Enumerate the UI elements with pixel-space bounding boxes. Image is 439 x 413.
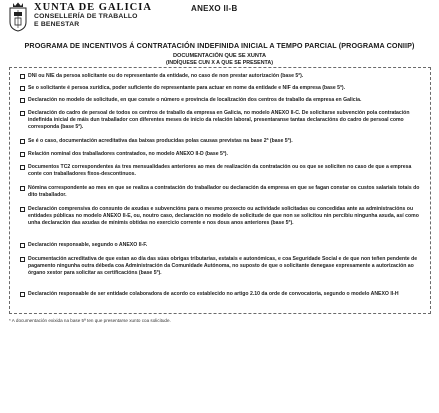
checklist-checkbox[interactable] bbox=[20, 186, 25, 191]
checklist-checkbox[interactable] bbox=[20, 257, 25, 262]
checklist-item-label: Se o solicitante é persoa xurídica, poder suficiente do representante para actuar en nome da entidade e NIF da empresa (base 5ª). bbox=[28, 85, 346, 91]
checklist-item-label: Se é o caso, documentación acreditativa das baixas producidas polas causas previstas na base 2ª (base 5ª). bbox=[28, 138, 293, 144]
checklist-checkbox[interactable] bbox=[20, 292, 25, 297]
checklist-checkbox[interactable] bbox=[20, 165, 25, 170]
checklist-checkbox[interactable] bbox=[20, 152, 25, 157]
checklist-item-label: Documentación acreditativa de que estan ao día das súas obrigas tributarias, estatais e autonómicas, e coa Seguridade Social e de que non teñen pendente de pagamento ningunha outra débeda coa Administración da Comunidade Autónoma, no suposto de que o solicitante denegase expresamente a autorización ao órgano xestor para solicitar as certificacións (base 5ª). bbox=[28, 256, 418, 277]
checklist-checkbox[interactable] bbox=[20, 139, 25, 144]
department-line-1: CONSELLERÍA DE TRABALLO bbox=[34, 13, 138, 20]
checklist-item-label: Relación nominal dos traballadores contratados, no modelo ANEXO II-D (base 5ª). bbox=[28, 151, 228, 157]
checklist-item-label: Declaración responsable de ser entidade colaboradora de acordo co establecido no artigo 2.10 da orde de convocatoria, segundo o modelo ANEXO II-H bbox=[28, 291, 399, 297]
document-checklist bbox=[9, 67, 431, 314]
checklist-item-label: Declaración responsable, segundo o ANEXO II-F. bbox=[28, 242, 148, 248]
checklist-item-label: Declaración no modelo de solicitude, en que conste o número e provincia de localización dos centros de traballo da empresa en Galicia. bbox=[28, 97, 362, 103]
checklist-checkbox[interactable] bbox=[20, 74, 25, 79]
organization-name: XUNTA DE GALICIA bbox=[34, 2, 152, 13]
checklist-item-label: Declaración comprensiva do conxunto de axudas e subvencións para o mesmo proxecto ou actividade solicitadas ou concedidas ante as administracións ou entidades públicas no modelo ANEXO II-E, ou, noutro caso, declaración no modelo de solicitude de que non se solicitou nin percibiu ningunha axuda, así como unha declaración das axudas de mínimis obtidas no exercicio corrente e nos dous anos anteriores (base 5ª). bbox=[28, 206, 419, 227]
checklist-item-label: Declaración do cadro de persoal de todos os centros de traballo da empresa en Galicia, no modelo ANEXO II-C. De solicitarse subvención pola contratación indefinida inicial de máis dun traballador con diferentes meses de inicio da relación laboral, presentaranse tantas declaracións do cadro de persoal como corresponda (base 5ª). bbox=[28, 110, 410, 131]
footnote: * A documentación exixida na base 5ª ten que presentarse xunto coa solicitude. bbox=[9, 318, 171, 323]
checklist-item-label: DNI ou NIE da persoa solicitante ou do representante da entidade, no caso de non prestar autorización (base 5ª). bbox=[28, 73, 304, 79]
section-instructions: (INDÍQUESE CUN X A QUE SE PRESENTA) bbox=[166, 60, 273, 66]
organization-block bbox=[34, 2, 152, 29]
annex-label: ANEXO II-B bbox=[191, 4, 238, 13]
checklist-item-label: Documentos TC2 correspondentes ás tres mensualidades anteriores ao mes de realización da contratación ou os que se soliciten no caso de que a empresa conte con traballadores fixos-descontinuos. bbox=[28, 164, 412, 178]
checklist-checkbox[interactable] bbox=[20, 243, 25, 248]
checklist-checkbox[interactable] bbox=[20, 111, 25, 116]
xunta-galicia-shield-icon bbox=[8, 2, 28, 32]
page-title: PROGRAMA DE INCENTIVOS Á CONTRATACIÓN INDEFINIDA INICIAL A TEMPO PARCIAL (PROGRAMA CONIIP) bbox=[24, 41, 415, 50]
section-heading: DOCUMENTACIÓN QUE SE XUNTA bbox=[172, 53, 267, 59]
checklist-checkbox[interactable] bbox=[20, 98, 25, 103]
checklist-checkbox[interactable] bbox=[20, 86, 25, 91]
checklist-checkbox[interactable] bbox=[20, 207, 25, 212]
department-line-2: E BENESTAR bbox=[34, 21, 80, 28]
checklist-item-label: Nómina correspondente ao mes en que se realiza a contratación do traballador ou declaración da empresa en que se fagan constar os custos salariais totais do dito traballador. bbox=[28, 185, 420, 199]
